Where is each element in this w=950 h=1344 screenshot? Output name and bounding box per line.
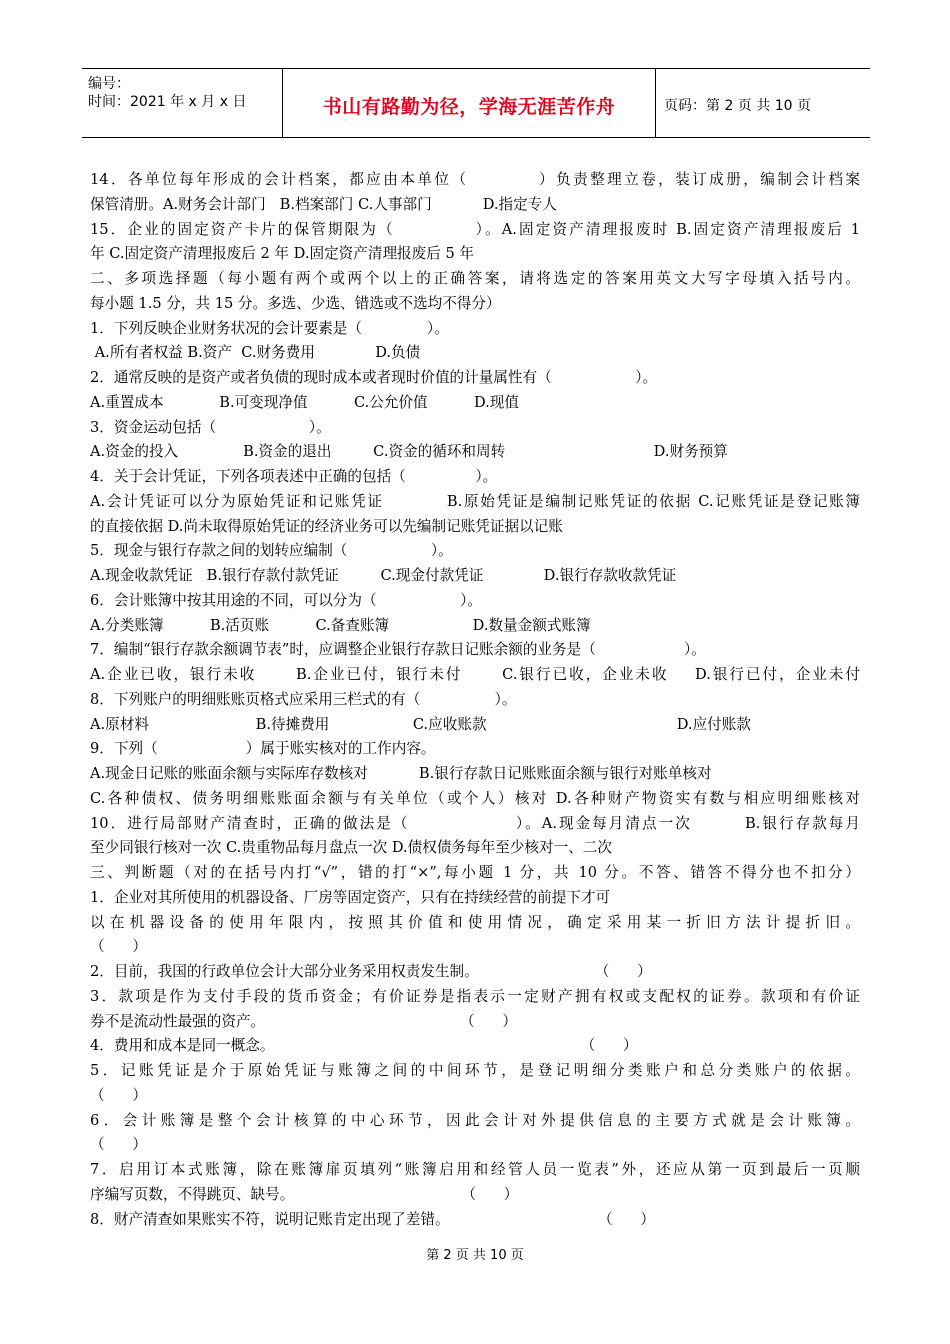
options-line: A.会计凭证可以分为原始凭证和记账凭证 B.原始凭证是编制记账凭证的依据 C.记账凭证是登记账簿 (90, 492, 860, 510)
options-line: 的直接依据 D.尚未取得原始凭证的经济业务可以先编制记账凭证据以记账 (90, 517, 563, 535)
question-line: 2．通常反映的是资产或者负债的现时成本或者现时价值的计量属性有（ ）。 (90, 369, 658, 386)
statement-line: 8．财产清查如果账实不符，说明记账肯定出现了差错。 （ ） (90, 1210, 656, 1228)
statement-line: 序编写页数，不得跳页、缺号。 （ ） (90, 1185, 519, 1203)
statement-line: 7．启用订本式账簿，除在账簿扉页填列“账簿启用和经管人员一览表”外，还应从第一页到最后一页顺 (90, 1161, 860, 1178)
page-header (82, 68, 870, 138)
question-line: 6．会计账簿中按其用途的不同，可以分为（ ）。 (90, 591, 482, 609)
options-line: A.现金日记账的账面余额与实际库存数核对 B.银行存款日记账账面余额与银行对账单核对 (90, 765, 712, 782)
text-line: 每小题 1.5 分，共 15 分。多选、少选、错选或不选均不得分） (90, 294, 501, 312)
text-line: 15．企业的固定资产卡片的保管期限为（ ）。A.固定资产清理报废时 B.固定资产清理报废后 1 (90, 220, 860, 238)
statement-line: 1．企业对其所使用的机器设备、厂房等固定资产，只有在持续经营的前提下才可 (90, 888, 611, 906)
statement-line: 以在机器设备的使用年限内，按照其价值和使用情况，确定采用某一折旧方法计提折旧。 (90, 913, 860, 931)
question-line: 7．编制“银行存款余额调节表”时，应调整企业银行存款日记账余额的业务是（ ）。 (90, 641, 706, 659)
document-body (90, 168, 860, 1232)
section-heading: 二、多项选择题（每小题有两个或两个以上的正确答案，请将选定的答案用英文大写字母填入括号内。 (90, 270, 860, 287)
statement-line: 3．款项是作为支付手段的货币资金；有价证券是指表示一定财产拥有权或支配权的证券。款项和有价证 (90, 987, 860, 1005)
question-line: 1．下列反映企业财务状况的会计要素是（ ）。 (90, 319, 449, 337)
statement-line: 5．记账凭证是介于原始凭证与账簿之间的中间环节，是登记明细分类账户和总分类账户的依据。 (90, 1062, 860, 1079)
statement-line: 2．目前，我国的行政单位会计大部分业务采用权责发生制。 （ ） (90, 963, 652, 980)
header-page-info: 页码：第 2 页 共 10 页 (664, 98, 811, 114)
text-line: 保管清册。A.财务会计部门 B.档案部门 C.人事部门 D.指定专人 (90, 195, 557, 213)
question-line: 10．进行局部财产清查时，正确的做法是（ ）。A.现金每月清点一次 B.银行存款每月 (90, 814, 860, 832)
options-line: A.企业已收，银行未收 B.企业已付，银行未付 C.银行已收，企业未收 D.银行已付，企业未付 (90, 666, 860, 683)
options-line: A.所有者权益 B.资产 C.财务费用 D.负债 (90, 344, 421, 362)
options-line: A.资金的投入 B.资金的退出 C.资金的循环和周转 D.财务预算 (90, 443, 728, 461)
section-heading: 三、判断题（对的在括号内打“√”，错的打“×”,每小题 1 分，共 10 分。不答、错答不得分也不扣分） (90, 864, 860, 881)
page-footer: 第 2 页 共 10 页 (426, 1248, 524, 1263)
header-page-cell (656, 69, 870, 137)
question-line: 9．下列（ ）属于账实核对的工作内容。 (90, 740, 436, 758)
options-line: A.分类账簿 B.活页账 C.备查账簿 D.数量金额式账簿 (90, 616, 591, 634)
question-line: 8．下列账户的明细账账页格式应采用三栏式的有（ ）。 (90, 690, 517, 708)
header-motto: 书山有路勤为径，学海无涯苦作舟 (322, 96, 616, 118)
options-line: A.重置成本 B.可变现净值 C.公允价值 D.现值 (90, 393, 519, 411)
question-line: 3．资金运动包括（ ）。 (90, 418, 331, 436)
options-line: C.各种债权、债务明细账账面余额与有关单位（或个人）核对 D.各种财产物资实有数与相应明细账核对 (90, 789, 860, 807)
header-meta-cell (82, 69, 283, 137)
statement-line: 券不是流动性最强的资产。 （ ） (90, 1012, 517, 1030)
question-line: 4．关于会计凭证，下列各项表述中正确的包括（ ）。 (90, 468, 498, 485)
answer-blank: （ ） (90, 1086, 148, 1104)
answer-blank: （ ） (90, 938, 148, 956)
document-date-label: 时间：2021 年 x 月 x 日 (88, 94, 247, 110)
text-line: 年 C.固定资产清理报废后 2 年 D.固定资产清理报废后 5 年 (90, 245, 474, 263)
statement-line: 4．费用和成本是同一概念。 （ ） (90, 1037, 638, 1055)
options-line: A.现金收款凭证 B.银行存款付款凭证 C.现金付款凭证 D.银行存款收款凭证 (90, 567, 677, 584)
text-line: 14．各单位每年形成的会计档案，都应由本单位（ ）负责整理立卷，装订成册，编制会计档案 (90, 171, 860, 188)
question-line: 5．现金与银行存款之间的划转应编制（ ）。 (90, 542, 453, 560)
answer-blank: （ ） (90, 1136, 148, 1154)
options-line: 至少同银行核对一次 C.贵重物品每月盘点一次 D.债权债务每年至少核对一、二次 (90, 839, 612, 857)
header-motto-cell (283, 69, 656, 137)
document-number-label: 编号： (88, 76, 130, 92)
statement-line: 6．会计账簿是整个会计核算的中心环节，因此会计对外提供信息的主要方式就是会计账簿。 (90, 1111, 860, 1129)
options-line: A.原材料 B.待摊费用 C.应收账款 D.应付账款 (90, 715, 751, 733)
